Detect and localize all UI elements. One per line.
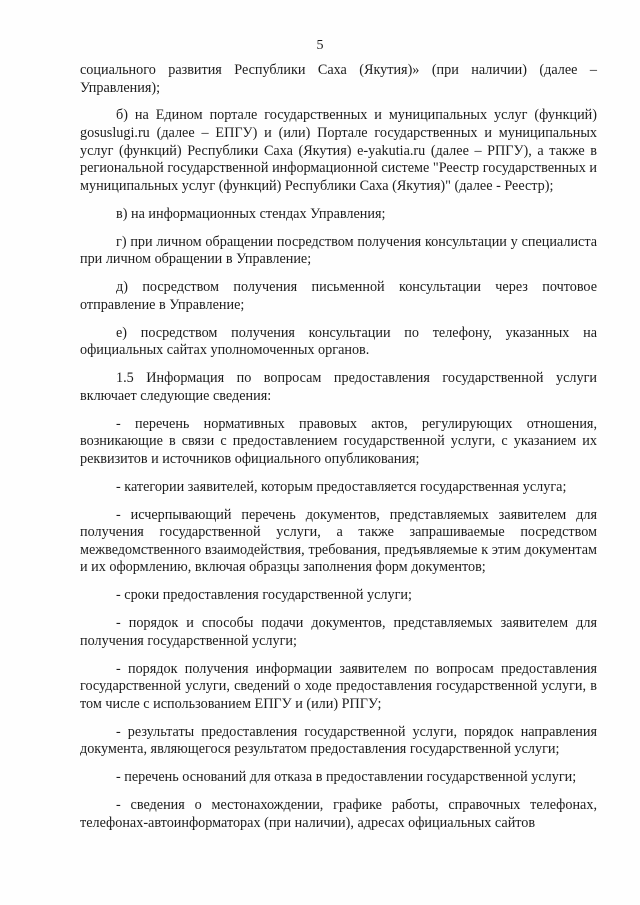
paragraph-section-1-5: 1.5 Информация по вопросам предоставления государственной услуги включает следующие сведения:: [80, 370, 597, 404]
document-body: [80, 62, 597, 832]
paragraph-item-e: е) посредством получения консультации по телефону, указанных на официальных сайтах уполномоченных органов.: [80, 324, 597, 359]
paragraph-bullet: - перечень оснований для отказа в предоставлении государственной услуги;: [116, 769, 577, 786]
paragraph-bullet: - порядок и способы подачи документов, представляемых заявителем для получения государственной услуги;: [80, 615, 597, 649]
page-number: 5: [316, 38, 324, 53]
paragraph-bullet: - категории заявителей, которым предоставляется государственная услуга;: [116, 478, 567, 495]
paragraph-continuation: социального развития Республики Саха (Якутия)» (при наличии) (далее – Управления);: [80, 62, 597, 96]
paragraph-item-b: б) на Едином портале государственных и муниципальных услуг (функций) gosuslugi.ru (далее – ЕПГУ) и (или) Портале государственных и муниципальных услуг (функций) Республики Саха (Якутия) e-yakutia.ru (далее – РПГУ), а также в региональной государственной информационной системе "Реестр государственных и муниципальных услуг (функций) Республики Саха (Якутия)" (далее - Реестр);: [80, 107, 597, 194]
paragraph-bullet: - результаты предоставления государственной услуги, порядок направления документа, являющегося результатом предоставления государственной услуги;: [80, 723, 597, 758]
paragraph-bullet: - перечень нормативных правовых актов, регулирующих отношения, возникающие в связи с предоставлением государственной услуги, с указанием их реквизитов и источников официального опубликования;: [80, 415, 597, 467]
paragraph-bullet: - сроки предоставления государственной услуги;: [116, 587, 412, 604]
paragraph-bullet: - исчерпывающий перечень документов, представляемых заявителем для получения государственной услуги, а также запрашиваемые посредством межведомственного взаимодействия, требования, предъявляемые к этим документам и их оформлению, включая образцы заполнения форм документов;: [80, 506, 597, 576]
paragraph-bullet: - сведения о местонахождении, графике работы, справочных телефонах, телефонах-автоинформаторах (при наличии), адресах официальных сайтов: [80, 797, 597, 831]
paragraph-item-g: г) при личном обращении посредством получения консультации у специалиста при личном обращении в Управление;: [80, 233, 597, 268]
paragraph-item-v: в) на информационных стендах Управления;: [116, 205, 386, 222]
paragraph-item-d: д) посредством получения письменной консультации через почтовое отправление в Управление;: [80, 279, 597, 313]
paragraph-bullet: - порядок получения информации заявителем по вопросам предоставления государственной услуги, сведений о ходе предоставления государственной услуги, в том числе с использованием ЕПГУ и (или) РПГУ;: [80, 660, 597, 712]
